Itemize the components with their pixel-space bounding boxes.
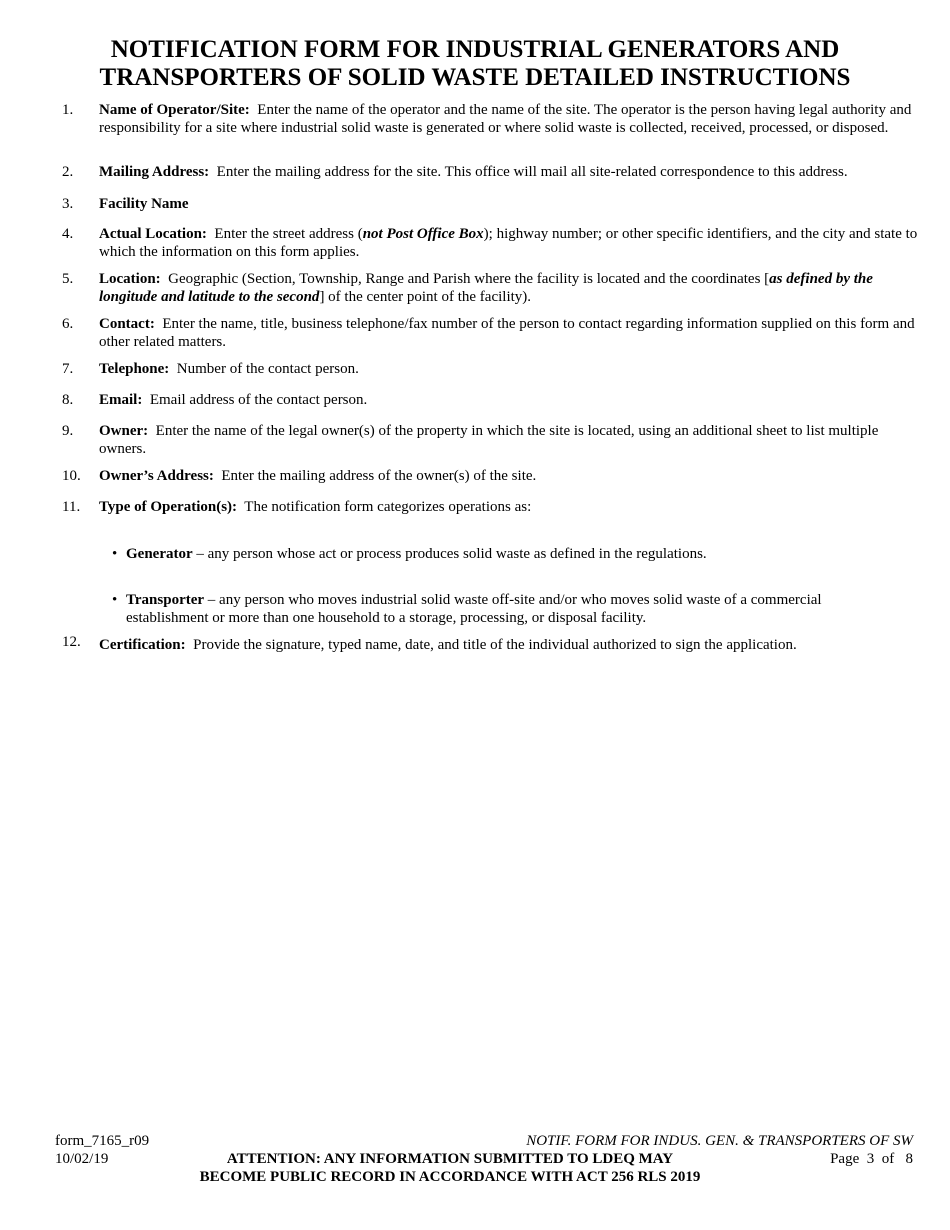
item-label: Certification: xyxy=(99,637,186,653)
item-body xyxy=(99,361,919,379)
item-body xyxy=(99,499,919,517)
item-text: The notification form categorizes operations as: xyxy=(244,499,532,515)
page-title xyxy=(40,36,910,92)
bullet-label: Transporter xyxy=(126,592,205,608)
item-text: Enter the mailing address for the site. This office will mail all site-related correspondence to this address. xyxy=(216,164,848,180)
item-label: Location: xyxy=(99,271,161,287)
title-line-1: NOTIFICATION FORM FOR INDUSTRIAL GENERATORS AND xyxy=(110,36,840,63)
item-text: Provide the signature, typed name, date, and title of the individual authorized to sign the application. xyxy=(193,637,797,653)
item-text: Enter the mailing address of the owner(s) of the site. xyxy=(221,468,537,484)
item-number: 9. xyxy=(62,423,74,439)
item-text-a: Enter the street address ( xyxy=(214,226,363,242)
item-text: Enter the name of the operator and the name of the site. The operator is the person having legal authority and responsibility for a site where industrial solid waste is generated or where solid waste is collected, received, processed, or disposed. xyxy=(99,102,912,136)
item-text: Email address of the contact person. xyxy=(149,392,368,408)
attention-line-1: ATTENTION: ANY INFORMATION SUBMITTED TO LDEQ MAY xyxy=(226,1151,674,1167)
page-number: Page 3 of 8 xyxy=(830,1151,913,1167)
item-number: 12. xyxy=(62,634,81,650)
item-body xyxy=(99,392,919,410)
item-body xyxy=(99,423,919,458)
item-body xyxy=(99,102,919,137)
footer-left xyxy=(55,1132,149,1168)
item-emphasis: not Post Office Box xyxy=(362,226,484,242)
item-label: Name of Operator/Site: xyxy=(99,102,250,118)
item-body xyxy=(99,637,919,655)
item-text: Enter the name of the legal owner(s) of the property in which the site is located, using an additional sheet to list multiple owners. xyxy=(99,423,879,457)
bullet-label: Generator xyxy=(126,546,193,562)
item-emphasis: as defined by the longitude and latitude to the second xyxy=(99,271,873,305)
bullet-text: – any person who moves industrial solid waste off-site and/or who moves solid waste of a commercial establishment or more than one household to a storage, processing, or disposal facility. xyxy=(126,592,822,626)
form-short-title: NOTIF. FORM FOR INDUS. GEN. & TRANSPORTERS OF SW xyxy=(526,1133,913,1149)
bullet-body xyxy=(126,546,866,564)
item-body xyxy=(99,164,919,182)
attention-notice xyxy=(150,1150,750,1186)
title-line-2: TRANSPORTERS OF SOLID WASTE DETAILED INSTRUCTIONS xyxy=(99,64,851,91)
item-text-a: Geographic (Section, Township, Range and Parish where the facility is located and the coordinates [ xyxy=(168,271,770,287)
item-label: Facility Name xyxy=(99,196,189,212)
item-text: Enter the name, title, business telephone/fax number of the person to contact regarding information supplied on this form and other related matters. xyxy=(99,316,915,350)
item-label: Contact: xyxy=(99,316,155,332)
item-number: 4. xyxy=(62,226,74,242)
item-text-b: ); highway number; or other specific identifiers, and the city and state to which the information on this form applies. xyxy=(99,226,918,260)
item-label: Owner: xyxy=(99,423,149,439)
item-number: 1. xyxy=(62,102,74,118)
item-number: 10. xyxy=(62,468,81,484)
item-number: 2. xyxy=(62,164,74,180)
item-number: 7. xyxy=(62,361,74,377)
item-label: Type of Operation(s): xyxy=(99,499,238,515)
item-body xyxy=(99,468,919,486)
item-number: 8. xyxy=(62,392,74,408)
revision-date: 10/02/19 xyxy=(55,1151,109,1167)
item-number: 5. xyxy=(62,271,74,287)
item-body xyxy=(99,226,919,261)
item-label: Owner’s Address: xyxy=(99,468,214,484)
form-id: form_7165_r09 xyxy=(55,1133,150,1149)
item-body xyxy=(99,196,919,214)
item-text-b: ] of the center point of the facility). xyxy=(319,288,532,305)
bullet-icon: • xyxy=(112,592,118,608)
item-number: 11. xyxy=(62,499,81,515)
bullet-body xyxy=(126,592,866,627)
item-label: Mailing Address: xyxy=(99,164,210,180)
item-label: Actual Location: xyxy=(99,226,207,242)
item-body xyxy=(99,271,919,306)
item-number: 3. xyxy=(62,196,74,212)
item-label: Telephone: xyxy=(99,361,170,377)
item-text: Number of the contact person. xyxy=(176,361,359,377)
item-body xyxy=(99,316,919,351)
item-label: Email: xyxy=(99,392,143,408)
bullet-text: – any person whose act or process produces solid waste as defined in the regulations. xyxy=(192,546,707,562)
item-number: 6. xyxy=(62,316,74,332)
attention-line-2: BECOME PUBLIC RECORD IN ACCORDANCE WITH ACT 256 RLS 2019 xyxy=(199,1169,701,1185)
bullet-icon: • xyxy=(112,546,118,562)
